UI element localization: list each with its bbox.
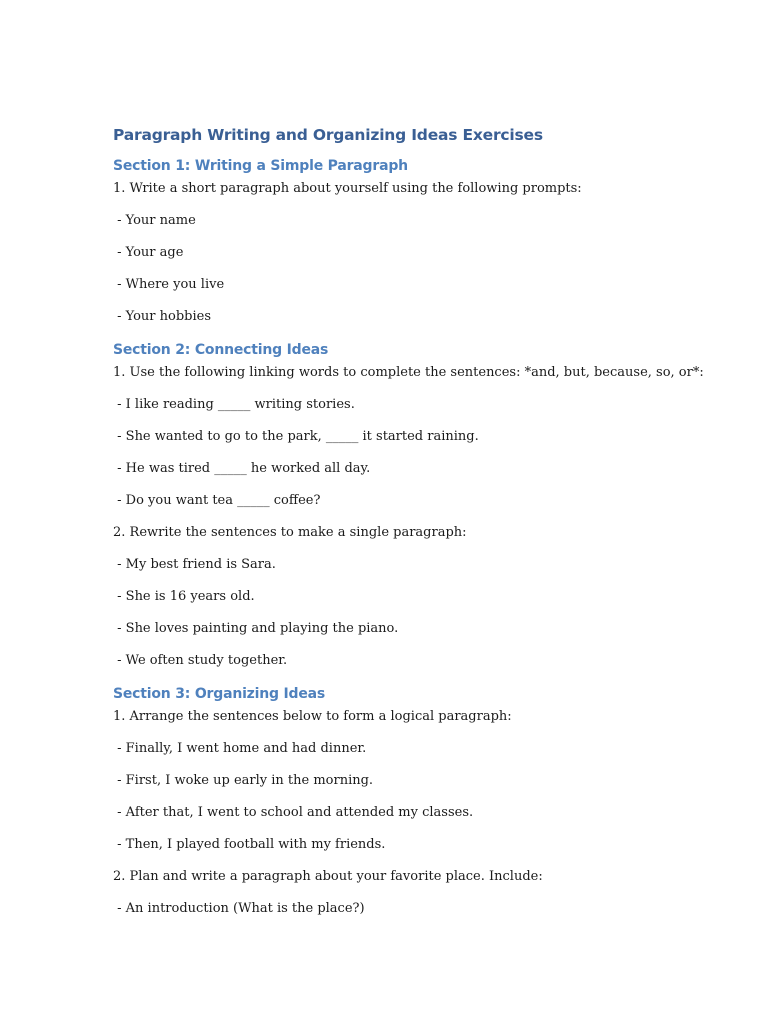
list-item: - We often study together.	[113, 653, 288, 668]
list-item: - Do you want tea _____ coffee?	[113, 493, 321, 508]
list-item: - Your name	[113, 213, 196, 228]
instruction-line: 1. Use the following linking words to complete the sentences: *and, but, because, so, or*:	[113, 365, 704, 380]
list-item: - First, I woke up early in the morning.	[113, 773, 374, 788]
list-item: - After that, I went to school and attended my classes.	[113, 805, 474, 820]
list-item: - I like reading _____ writing stories.	[113, 397, 355, 412]
document-content	[113, 124, 713, 918]
section-1	[113, 156, 713, 326]
list-item: - He was tired _____ he worked all day.	[113, 461, 371, 476]
list-item: - Your age	[113, 245, 184, 260]
section-2	[113, 340, 713, 670]
instruction-line: 2. Plan and write a paragraph about your favorite place. Include:	[113, 869, 543, 884]
list-item: - Finally, I went home and had dinner.	[113, 741, 367, 756]
list-item: - Your hobbies	[113, 309, 212, 324]
section-3	[113, 684, 713, 918]
section-heading: Section 3: Organizing Ideas	[113, 686, 325, 702]
instruction-line: 1. Arrange the sentences below to form a logical paragraph:	[113, 709, 512, 724]
list-item: - My best friend is Sara.	[113, 557, 276, 572]
section-heading: Section 1: Writing a Simple Paragraph	[113, 158, 408, 174]
list-item: - She loves painting and playing the piano.	[113, 621, 399, 636]
document-title: Paragraph Writing and Organizing Ideas Exercises	[113, 126, 543, 144]
list-item: - Where you live	[113, 277, 225, 292]
instruction-line: 1. Write a short paragraph about yourself using the following prompts:	[113, 181, 582, 196]
list-item: - An introduction (What is the place?)	[113, 901, 365, 916]
section-heading: Section 2: Connecting Ideas	[113, 342, 329, 358]
list-item: - She wanted to go to the park, _____ it started raining.	[113, 429, 479, 444]
instruction-line: 2. Rewrite the sentences to make a single paragraph:	[113, 525, 467, 540]
list-item: - Then, I played football with my friends.	[113, 837, 386, 852]
list-item: - She is 16 years old.	[113, 589, 255, 604]
